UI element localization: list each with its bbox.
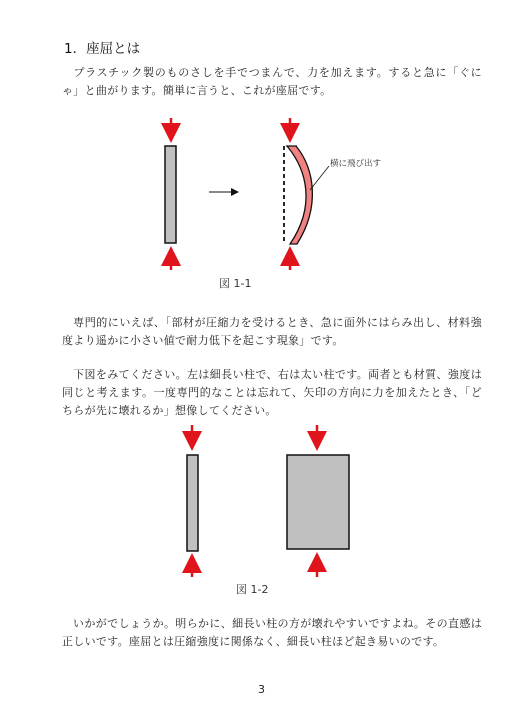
figure-1-2-caption: 図 1-2	[236, 583, 269, 596]
fig2-thick-column	[287, 455, 349, 549]
figure-1-1-caption: 図 1-1	[219, 277, 252, 290]
paragraph-4-text: いかがでしょうか。明らかに、細長い柱の方が壊れやすいですよね。その直感は正しいです。座屈とは圧縮強度に関係なく、細長い柱ほど起き易いのです。	[62, 617, 482, 648]
fig2-slender-column	[187, 455, 198, 551]
fig1-annotation-leader	[310, 166, 329, 190]
fig1-annotation-label: 横に飛び出す	[330, 159, 382, 169]
paragraph-4	[62, 615, 482, 651]
paragraph-3	[62, 366, 482, 420]
fig1-buckled-column	[284, 146, 312, 244]
paragraph-1	[62, 64, 482, 100]
paragraph-3-text: 下図をみてください。左は細長い柱で、右は太い柱です。両者とも材質、強度は同じと考えます。一度専門的なことは忘れて、矢印の方向に力を加えたとき、「どちらが先に壊れるか」想像してください。	[62, 368, 482, 417]
section-heading: 1．座屈とは	[64, 41, 141, 57]
paragraph-1-text: プラスチック製のものさしを手でつまんで、力を加えます。すると急に「ぐにゃ」と曲がります。簡単に言うと、これが座屈です。	[62, 66, 482, 97]
page-number: 3	[258, 683, 265, 696]
fig1-straight-column	[165, 146, 176, 243]
paragraph-2	[62, 314, 482, 350]
paragraph-2-text: 専門的にいえば、「部材が圧縮力を受けるとき、急に面外にはらみ出し、材料強度より遥かに小さい値で耐力低下を起こす現象」です。	[62, 316, 482, 347]
